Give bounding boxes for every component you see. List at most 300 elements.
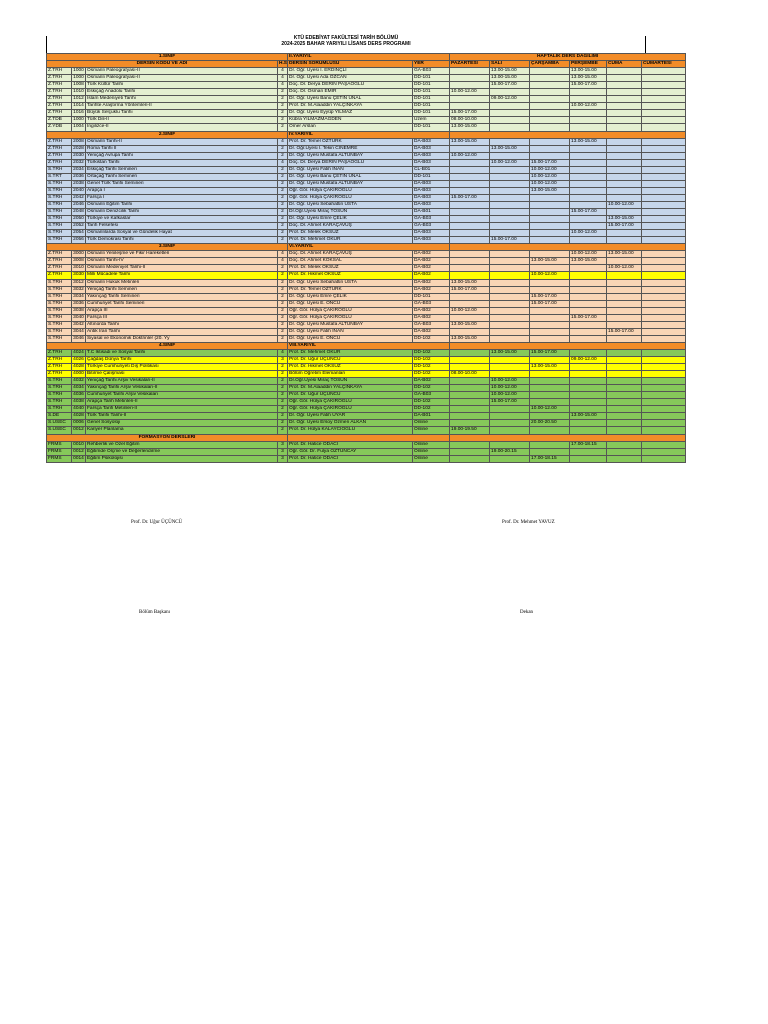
course-hours: 2 — [278, 152, 288, 159]
section-class: 3.SINIF — [47, 244, 288, 251]
course-day-slot — [607, 159, 642, 166]
course-name: Ortaçağ Tarihi Semineri — [86, 173, 278, 180]
section-semester: VI.YARIYIL — [288, 244, 450, 251]
course-day-slot — [450, 223, 490, 230]
course-day-slot — [642, 441, 686, 448]
schedule-sheet — [46, 35, 672, 463]
course-day-slot — [570, 385, 607, 392]
course-day-slot — [490, 89, 530, 96]
course-day-slot — [530, 68, 570, 75]
course-hours: 3 — [278, 455, 288, 462]
course-day-slot — [607, 68, 642, 75]
course-name: Osmanlı Paleografyası-II — [86, 75, 278, 82]
course-type: S.DE — [47, 413, 72, 420]
course-type: Z.YDB — [47, 124, 72, 131]
course-day-slot — [607, 187, 642, 194]
title-line-2: 2024-2025 BAHAR YARIYILI LİSANS DERS PROGRAMI — [281, 40, 411, 47]
course-day-slot — [490, 201, 530, 208]
course-day-slot — [642, 68, 686, 75]
course-day-slot: 10.00-12.00 — [530, 166, 570, 173]
course-hours: 2 — [278, 413, 288, 420]
section-header-row — [47, 342, 686, 349]
course-day-slot — [450, 237, 490, 244]
course-room: Online — [413, 441, 450, 448]
course-lecturer: Prof. Dr. Hikmet ÖKSÜZ — [288, 364, 413, 371]
course-day-slot — [530, 328, 570, 335]
title-block — [46, 36, 646, 53]
course-number: 1010 — [73, 89, 84, 95]
course-day-slot — [490, 286, 530, 293]
course-hours: 4 — [278, 349, 288, 356]
course-lecturer: Prof. Dr. M.Alaaddin YALÇINKAYA — [288, 103, 413, 110]
course-room: Uzem — [413, 117, 450, 124]
course-day-slot: 15.00-17.00 — [607, 223, 642, 230]
course-lecturer: Prof. Dr. Melek ÖKSÜZ — [288, 265, 413, 272]
course-day-slot — [642, 110, 686, 117]
course-day-slot — [607, 448, 642, 455]
course-day-slot — [450, 230, 490, 237]
section-header-row — [47, 434, 686, 441]
course-row — [47, 251, 686, 258]
course-day-slot: 19.00-20.15 — [490, 448, 530, 455]
code-header: DERSİN KODU VE ADI — [47, 61, 278, 68]
course-lecturer: Prof. Dr. Melek ÖKSÜZ — [288, 230, 413, 237]
course-row — [47, 300, 686, 307]
course-day-slot: 15.00-17.00 — [570, 82, 607, 89]
course-day-slot — [490, 357, 530, 364]
section-header-row — [47, 244, 686, 251]
course-day-slot: 15.00-17.00 — [450, 110, 490, 117]
course-hours: 2 — [278, 286, 288, 293]
course-day-slot — [450, 378, 490, 385]
course-day-slot — [642, 187, 686, 194]
course-number: 4028 — [73, 364, 84, 370]
course-number: 2038 — [73, 180, 84, 186]
course-lecturer: Dr. Öğr. Üyesi Fatih İNAN — [288, 328, 413, 335]
course-type: S.TRH — [47, 293, 72, 300]
course-name: Genel Türk Tarihi Semineri — [86, 180, 278, 187]
course-day-slot — [570, 180, 607, 187]
course-row — [47, 286, 686, 293]
course-day-slot: 10.00-12.00 — [530, 272, 570, 279]
course-day-slot — [570, 237, 607, 244]
course-hours: 4 — [278, 138, 288, 145]
signature-right-name: Prof. Dr. Mehmet YAVUZ — [502, 520, 555, 525]
course-day-slot — [530, 279, 570, 286]
course-day-slot — [530, 378, 570, 385]
course-number: 3008 — [73, 258, 84, 264]
course-hours: 2 — [278, 180, 288, 187]
course-name: Osmanlı Yenileşme ve Fikir Hareketleri — [86, 251, 278, 258]
course-lecturer: Doç. Dr. Ahmet KARAÇAVUŞ — [288, 223, 413, 230]
course-row — [47, 448, 686, 455]
course-room: DD-101 — [413, 82, 450, 89]
course-day-slot — [607, 335, 642, 342]
course-row — [47, 321, 686, 328]
course-number: 3038 — [73, 307, 84, 313]
course-day-slot — [530, 357, 570, 364]
course-day-slot — [530, 314, 570, 321]
course-day-slot — [642, 399, 686, 406]
course-number: 2050 — [73, 216, 84, 222]
course-name: Eskiçağ Anadolu Tarihi — [86, 89, 278, 96]
course-lecturer: Prof. Dr. Hatice ODACI — [288, 455, 413, 462]
course-day-slot — [642, 286, 686, 293]
course-day-slot — [642, 117, 686, 124]
course-lecturer: Dr. Öğr. Üyesi Sebahattin USTA — [288, 201, 413, 208]
course-name: Arapça Tarih Metinleri-II — [86, 399, 278, 406]
course-day-slot — [607, 103, 642, 110]
course-number: 4038 — [73, 399, 84, 405]
course-day-slot — [450, 216, 490, 223]
course-day-slot — [490, 279, 530, 286]
course-day-slot — [490, 180, 530, 187]
course-name: Osmanlılarda Sosyal ve Gündelik Hayat — [86, 230, 278, 237]
course-day-slot — [490, 230, 530, 237]
section-filler — [450, 131, 686, 138]
course-hours: 4 — [278, 258, 288, 265]
course-row — [47, 307, 686, 314]
course-day-slot — [607, 272, 642, 279]
course-day-slot — [490, 223, 530, 230]
course-day-slot — [490, 138, 530, 145]
course-lecturer: Dr. Öğr. Üyesi Ada ÖZCAN — [288, 75, 413, 82]
course-room: DD-101 — [413, 96, 450, 103]
course-hours: 2 — [278, 272, 288, 279]
course-hours: 2 — [278, 378, 288, 385]
course-number: 3046 — [73, 335, 84, 341]
course-room: Online — [413, 420, 450, 427]
course-hours: 2 — [278, 385, 288, 392]
course-day-slot — [570, 448, 607, 455]
course-name: Çağdaş Dünya Tarihi — [86, 357, 278, 364]
course-hours: 3 — [278, 448, 288, 455]
course-room: DD-102 — [413, 406, 450, 413]
course-room: DA-B02 — [413, 307, 450, 314]
course-day-slot — [570, 371, 607, 378]
course-lecturer: Dr.Öğr.Üyesi Miraç TOSUN — [288, 209, 413, 216]
course-name: Türk Kültür Tarihi — [86, 82, 278, 89]
course-lecturer: Dr. Öğr. Üyesi E. ÖNCÜ — [288, 300, 413, 307]
course-day-slot: 10.00-12.00 — [490, 385, 530, 392]
course-day-slot — [450, 364, 490, 371]
course-day-slot — [530, 307, 570, 314]
course-day-slot — [530, 427, 570, 434]
course-row — [47, 378, 686, 385]
course-day-slot — [450, 328, 490, 335]
course-day-slot — [570, 272, 607, 279]
course-lecturer: Prof. Dr. M.Alaaddin YALÇINKAYA — [288, 385, 413, 392]
course-room: DD-102 — [413, 385, 450, 392]
course-room: DA-B03 — [413, 180, 450, 187]
course-hours: 2 — [278, 223, 288, 230]
course-type: S.TRH — [47, 328, 72, 335]
course-day-slot: 08.00-10.00 — [450, 117, 490, 124]
course-number: 3012 — [73, 279, 84, 285]
course-day-slot — [570, 328, 607, 335]
course-room: Online — [413, 455, 450, 462]
course-day-slot — [570, 145, 607, 152]
course-day-slot — [570, 89, 607, 96]
course-row — [47, 413, 686, 420]
course-day-slot — [490, 209, 530, 216]
course-day-slot: 10.00-12.00 — [490, 392, 530, 399]
course-hours: 2 — [278, 399, 288, 406]
course-hours: 4 — [278, 68, 288, 75]
course-row — [47, 82, 686, 89]
course-name: Türk Tarihi Tarihi-II — [86, 413, 278, 420]
course-row — [47, 237, 686, 244]
section-filler — [450, 434, 686, 441]
course-name: Yakınçağ Tarihi Arşiv Vesikaları-II — [86, 385, 278, 392]
section-semester — [288, 434, 450, 441]
course-type: Z.TRH — [47, 103, 72, 110]
course-room: DD-101 — [413, 293, 450, 300]
course-row — [47, 385, 686, 392]
course-type: S.TRH — [47, 321, 72, 328]
course-number: 1016 — [73, 110, 84, 116]
course-day-slot: 10.00-12.00 — [607, 201, 642, 208]
course-row — [47, 406, 686, 413]
course-room: GA-B03 — [413, 392, 450, 399]
course-row — [47, 194, 686, 201]
course-room: DA-B03 — [413, 187, 450, 194]
course-day-slot — [530, 96, 570, 103]
course-type: S.TRH — [47, 230, 72, 237]
course-lecturer: Doç. Dr. Derya DERİN PAŞAOĞLU — [288, 82, 413, 89]
schedule-table — [46, 53, 686, 463]
course-type: Z.TRH — [47, 357, 72, 364]
course-row — [47, 117, 686, 124]
course-name: Osmanlı Hukuk Metinleri — [86, 279, 278, 286]
course-room: DA-B02 — [413, 378, 450, 385]
course-row — [47, 159, 686, 166]
course-hours: 3 — [278, 441, 288, 448]
course-name: Osmanlı Paleografyası-II — [86, 68, 278, 75]
course-type: S.TRH — [47, 180, 72, 187]
course-type: Z.TRH — [47, 258, 72, 265]
course-name: Osmanlı Tarihi-II — [86, 138, 278, 145]
course-day-slot — [530, 230, 570, 237]
course-day-slot — [570, 96, 607, 103]
course-lecturer: Dr. Öğr. Üyesi İ. ERDİNÇLİ — [288, 68, 413, 75]
course-day-slot: 13.00-15.00 — [450, 279, 490, 286]
course-row — [47, 427, 686, 434]
course-hours: 2 — [278, 427, 288, 434]
course-day-slot — [450, 406, 490, 413]
course-name: Cumhuriyet Tarihi Semineri — [86, 300, 278, 307]
lecturer-header: DERSİN SORUMLUSU — [288, 61, 413, 68]
course-number: 4000 — [73, 371, 84, 377]
course-room: DA-B01 — [413, 413, 450, 420]
course-day-slot — [570, 293, 607, 300]
section-semester: VIII.YARIYIL — [288, 342, 450, 349]
course-name: Altınorda Tarihi — [86, 321, 278, 328]
course-day-slot — [450, 413, 490, 420]
course-name: Yeniçağ Tarihi Semineri — [86, 286, 278, 293]
course-number: 1004 — [73, 124, 84, 130]
course-name: Yeniçağ Tarihi Arşiv Vesikaları-II — [86, 378, 278, 385]
course-row — [47, 166, 686, 173]
course-day-slot — [642, 420, 686, 427]
course-hours: 2 — [278, 237, 288, 244]
course-number: 0010 — [73, 441, 84, 447]
course-day-slot — [607, 357, 642, 364]
course-lecturer: Öğr. Gör. Hülya ÇAKIROĞLU — [288, 314, 413, 321]
course-type: Z.TRH — [47, 96, 72, 103]
course-room: GA-B03 — [413, 68, 450, 75]
course-day-slot: 13.00-15.00 — [450, 138, 490, 145]
course-day-slot — [570, 321, 607, 328]
course-day-slot — [607, 413, 642, 420]
course-day-slot — [530, 209, 570, 216]
course-row — [47, 201, 686, 208]
course-day-slot — [607, 117, 642, 124]
course-room: DD-102 — [413, 371, 450, 378]
course-number: 2008 — [73, 138, 84, 144]
course-day-slot — [607, 96, 642, 103]
course-day-slot — [607, 209, 642, 216]
course-day-slot — [450, 392, 490, 399]
course-day-slot: 13.00-15.00 — [450, 321, 490, 328]
course-number: 4036 — [73, 392, 84, 398]
course-day-slot — [607, 420, 642, 427]
course-day-slot — [530, 392, 570, 399]
course-day-slot — [450, 75, 490, 82]
course-row — [47, 180, 686, 187]
course-lecturer: Doç. Dr. Ahmet KARAÇAVUŞ — [288, 251, 413, 258]
course-lecturer: Kübra YILMAZMAĞDEN — [288, 117, 413, 124]
course-lecturer: Öğr. Gör. Hülya ÇAKIROĞLU — [288, 399, 413, 406]
course-day-slot — [490, 124, 530, 131]
course-day-slot — [607, 293, 642, 300]
course-lecturer: Dr. Öğr. Üyesi Ersoy Özmen ALKAN — [288, 420, 413, 427]
course-day-slot — [607, 399, 642, 406]
course-lecturer: Doç. Dr. Derya DERİN PAŞAOĞLU — [288, 159, 413, 166]
course-type: S.TRT — [47, 173, 72, 180]
course-row — [47, 328, 686, 335]
course-day-slot: 13.00-15.00 — [570, 68, 607, 75]
course-hours: 2 — [278, 335, 288, 342]
course-type: S.USEC — [47, 427, 72, 434]
course-name: Osmanlı Tarihi-IV — [86, 258, 278, 265]
course-row — [47, 68, 686, 75]
course-hours: 4 — [278, 251, 288, 258]
course-row — [47, 96, 686, 103]
course-type: Z.TRH — [47, 68, 72, 75]
course-day-slot: 13.00-15.00 — [570, 75, 607, 82]
course-day-slot — [607, 230, 642, 237]
course-row — [47, 103, 686, 110]
course-hours: 2 — [278, 328, 288, 335]
course-room: DA-B02 — [413, 265, 450, 272]
course-day-slot — [490, 335, 530, 342]
course-day-slot — [642, 223, 686, 230]
course-day-slot — [642, 371, 686, 378]
title-line-1: KTÜ EDEBİYAT FAKÜLTESİ TARİH BÖLÜMÜ — [293, 35, 399, 41]
course-day-slot — [607, 364, 642, 371]
course-day-slot — [450, 448, 490, 455]
course-hours: 2 — [278, 194, 288, 201]
course-row — [47, 209, 686, 216]
course-day-slot — [607, 75, 642, 82]
course-lecturer: Öğr. Gör. Hülya ÇAKIROĞLU — [288, 406, 413, 413]
course-hours: 2 — [278, 321, 288, 328]
course-hours: 2 — [278, 371, 288, 378]
course-type: FRMS — [47, 441, 72, 448]
course-day-slot — [642, 307, 686, 314]
course-type: Z.TRH — [47, 265, 72, 272]
course-hours: 2 — [278, 406, 288, 413]
course-day-slot — [642, 413, 686, 420]
course-room: DA-B03 — [413, 194, 450, 201]
course-number: 3044 — [73, 328, 84, 334]
course-day-slot — [607, 378, 642, 385]
course-row — [47, 371, 686, 378]
course-day-slot: 09.00-12.00 — [490, 96, 530, 103]
course-day-slot — [450, 420, 490, 427]
course-day-slot: 10.00-12.00 — [570, 251, 607, 258]
course-day-slot — [490, 420, 530, 427]
course-hours: 2 — [278, 265, 288, 272]
course-day-slot — [642, 406, 686, 413]
course-day-slot — [530, 138, 570, 145]
course-day-slot — [530, 194, 570, 201]
course-day-slot — [642, 448, 686, 455]
course-day-slot — [607, 258, 642, 265]
course-day-slot — [570, 364, 607, 371]
course-type: S.TRH — [47, 399, 72, 406]
course-lecturer: Dr. Öğr. Üyesi Mustafa ALTUNBAY — [288, 152, 413, 159]
course-day-slot — [530, 286, 570, 293]
course-day-slot: 10.00-12.00 — [570, 103, 607, 110]
course-number: 3040 — [73, 314, 84, 320]
course-day-slot — [642, 75, 686, 82]
course-day-slot — [607, 385, 642, 392]
header-row-class — [47, 54, 686, 61]
course-room: GA-B03 — [413, 223, 450, 230]
course-day-slot: 13.00-15.00 — [530, 187, 570, 194]
course-day-slot — [490, 427, 530, 434]
course-type: Z.TRH — [47, 159, 72, 166]
course-number: 4032 — [73, 378, 84, 384]
course-hours: 2 — [278, 279, 288, 286]
course-hours: 4 — [278, 82, 288, 89]
course-hours: 2 — [278, 300, 288, 307]
course-room: GA-B03 — [413, 321, 450, 328]
course-room: DD-102 — [413, 335, 450, 342]
course-day-slot — [642, 237, 686, 244]
course-day-slot — [450, 455, 490, 462]
course-day-slot — [607, 173, 642, 180]
course-day-slot — [450, 293, 490, 300]
course-room: DA-B03 — [413, 237, 450, 244]
course-day-slot — [450, 68, 490, 75]
course-day-slot — [642, 357, 686, 364]
course-day-slot — [607, 286, 642, 293]
course-room: GA-B03 — [413, 300, 450, 307]
course-day-slot — [450, 349, 490, 356]
course-day-slot: 10.00-12.00 — [450, 89, 490, 96]
course-lecturer: Dr. Öğr. Üyesi Banu ÇETİN ÜNAL — [288, 173, 413, 180]
course-day-slot — [642, 364, 686, 371]
course-type: Z.TRH — [47, 251, 72, 258]
weekly-header: HAFTALIK DERS DAĞILIMI — [450, 54, 686, 61]
course-lecturer: Prof. Dr. Mehmet OKUR — [288, 237, 413, 244]
course-day-slot: 13.00-15.00 — [490, 145, 530, 152]
course-day-slot — [642, 392, 686, 399]
course-day-slot — [530, 251, 570, 258]
